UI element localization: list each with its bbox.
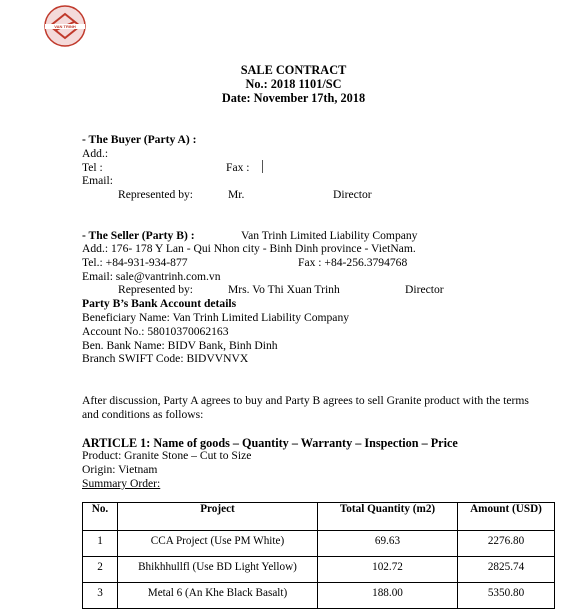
column-header-project: Project: [118, 503, 318, 531]
seller-tel: Tel.: +84-931-934-877: [82, 256, 188, 269]
table-row: [83, 531, 555, 557]
table-row: [83, 583, 555, 609]
table-row: [83, 557, 555, 583]
cell-amount: 5350.80: [458, 583, 555, 609]
article-1-product: Product: Granite Stone – Cut to Size: [82, 449, 252, 462]
buyer-email-label: Email:: [82, 174, 113, 187]
buyer-rep-name: Mr.: [228, 188, 245, 201]
company-logo: [36, 4, 94, 48]
contract-number: No.: 2018 1101/SC: [245, 77, 342, 91]
seller-heading: - The Seller (Party B) :: [82, 229, 195, 242]
seller-company: Van Trinh Limited Liability Company: [241, 229, 418, 242]
bank-beneficiary: Beneficiary Name: Van Trinh Limited Liability Company: [82, 311, 350, 324]
buyer-rep-label: Represented by:: [118, 188, 194, 201]
cell-project: Bhikhhullfl (Use BD Light Yellow): [118, 557, 318, 583]
article-1-origin: Origin: Vietnam: [82, 463, 158, 476]
contract-date: Date: November 17th, 2018: [221, 91, 366, 105]
cell-no: 2: [83, 557, 118, 583]
buyer-fax-label: Fax :: [226, 161, 250, 174]
column-header-quantity: Total Quantity (m2): [318, 503, 458, 531]
intro-line-2: and conditions as follows:: [82, 408, 204, 421]
bank-heading: Party B’s Bank Account details: [82, 297, 237, 310]
buyer-heading: - The Buyer (Party A) :: [82, 133, 197, 146]
cell-no: 3: [83, 583, 118, 609]
cell-no: 1: [83, 531, 118, 557]
seller-email: Email: sale@vantrinh.com.vn: [82, 270, 221, 283]
cell-quantity: 188.00: [318, 583, 458, 609]
buyer-tel-label: Tel :: [82, 161, 103, 174]
article-1-summary: Summary Order:: [82, 477, 161, 490]
contract-title: SALE CONTRACT: [240, 63, 347, 77]
cell-amount: 2825.74: [458, 557, 555, 583]
cell-project: Metal 6 (An Khe Black Basalt): [118, 583, 318, 609]
order-summary-table: [82, 502, 555, 609]
seller-rep-label: Represented by:: [118, 283, 194, 296]
text-cursor: [262, 160, 263, 173]
svg-text:VAN TRINH: VAN TRINH: [54, 24, 76, 30]
buyer-add-label: Add.:: [82, 147, 109, 160]
article-1-heading: ARTICLE 1: Name of goods – Quantity – Warranty – Inspection – Price: [82, 436, 458, 450]
column-header-amount: Amount (USD): [458, 503, 555, 531]
bank-name: Ben. Bank Name: BIDV Bank, Binh Dinh: [82, 339, 278, 352]
bank-account: Account No.: 58010370062163: [82, 325, 229, 338]
seller-fax: Fax : +84-256.3794768: [298, 256, 408, 269]
cell-amount: 2276.80: [458, 531, 555, 557]
seller-rep-name: Mrs. Vo Thi Xuan Trinh: [228, 283, 340, 296]
seller-rep-title: Director: [405, 283, 444, 296]
column-header-no: No.: [83, 503, 118, 531]
seller-address: Add.: 176- 178 Y Lan - Qui Nhon city - Binh Dinh province - VietNam.: [82, 242, 416, 255]
intro-line-1: After discussion, Party A agrees to buy and Party B agrees to sell Granite product with the terms: [82, 394, 529, 407]
cell-project: CCA Project (Use PM White): [118, 531, 318, 557]
buyer-rep-title: Director: [333, 188, 372, 201]
table-header-row: [83, 503, 555, 531]
bank-swift: Branch SWIFT Code: BIDVVNVX: [82, 352, 249, 365]
cell-quantity: 102.72: [318, 557, 458, 583]
cell-quantity: 69.63: [318, 531, 458, 557]
